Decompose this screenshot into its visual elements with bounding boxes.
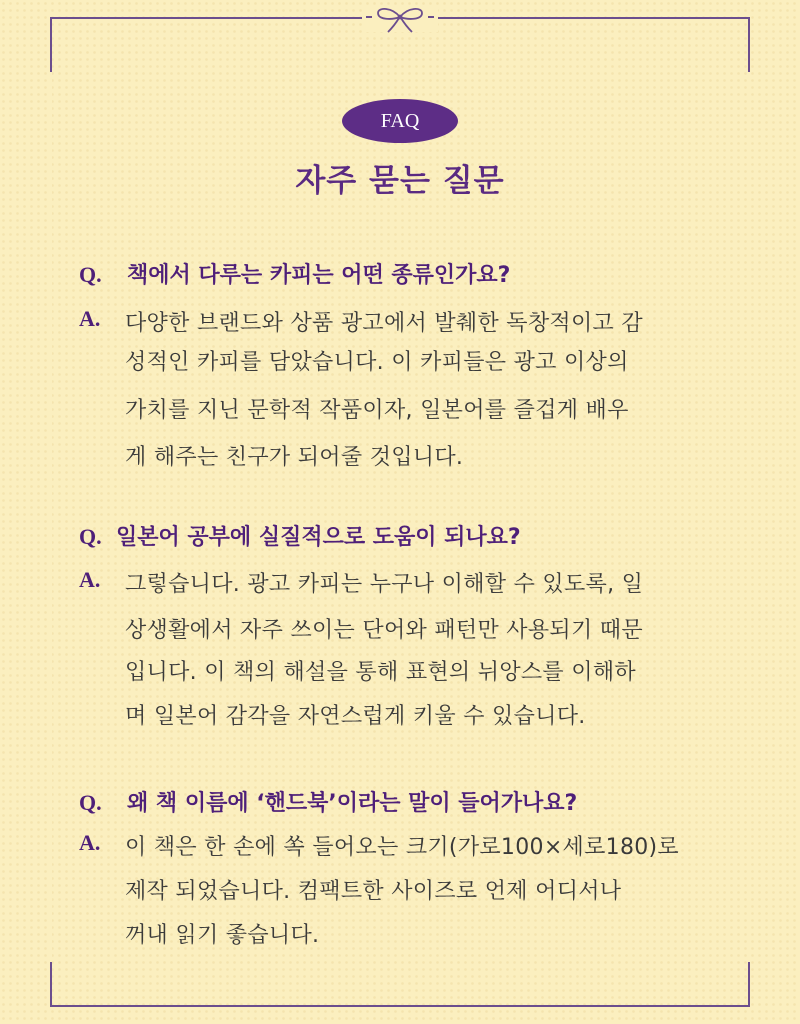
a-mark: A. xyxy=(79,306,101,331)
answer-line: 상생활에서 자주 쓰이는 단어와 패턴만 사용되기 때문 xyxy=(125,618,643,643)
question-text: 일본어 공부에 실질적으로 도움이 되나요? xyxy=(116,525,521,550)
answer-line: 가치를 지닌 문학적 작품이자, 일본어를 즐겁게 배우 xyxy=(125,398,629,423)
answer-line: 이 책은 한 손에 쏙 들어오는 크기(가로100×세로180)로 xyxy=(125,835,679,860)
answer-line: 다양한 브랜드와 상품 광고에서 발췌한 독창적이고 감 xyxy=(125,311,643,336)
question-text: 책에서 다루는 카피는 어떤 종류인가요? xyxy=(127,263,511,288)
answer-line: 성적인 카피를 담았습니다. 이 카피들은 광고 이상의 xyxy=(125,350,629,375)
q-mark: Q. xyxy=(79,790,102,815)
a-mark: A. xyxy=(79,830,101,855)
page-title: 자주 묻는 질문 xyxy=(295,163,505,199)
answer-line: 그렇습니다. 광고 카피는 누구나 이해할 수 있도록, 일 xyxy=(125,572,644,597)
a-mark: A. xyxy=(79,567,101,592)
answer-line: 제작 되었습니다. 컴팩트한 사이즈로 언제 어디서나 xyxy=(125,879,622,904)
question-text: 왜 책 이름에 ‘핸드북’이라는 말이 들어가나요? xyxy=(127,791,578,816)
ribbon-bow-icon xyxy=(366,3,434,35)
faq-question xyxy=(79,786,739,817)
faq-question xyxy=(79,258,739,289)
answer-line: 며 일본어 감각을 자연스럽게 키울 수 있습니다. xyxy=(125,704,586,729)
q-mark: Q. xyxy=(79,524,102,549)
answer-line: 꺼내 읽기 좋습니다. xyxy=(125,923,320,948)
answer-line: 입니다. 이 책의 해설을 통해 표현의 뉘앙스를 이해하 xyxy=(125,660,636,685)
faq-badge: FAQ xyxy=(342,99,458,143)
answer-line: 게 해주는 친구가 되어줄 것입니다. xyxy=(125,445,464,470)
q-mark: Q. xyxy=(79,262,102,287)
faq-question xyxy=(79,520,739,551)
